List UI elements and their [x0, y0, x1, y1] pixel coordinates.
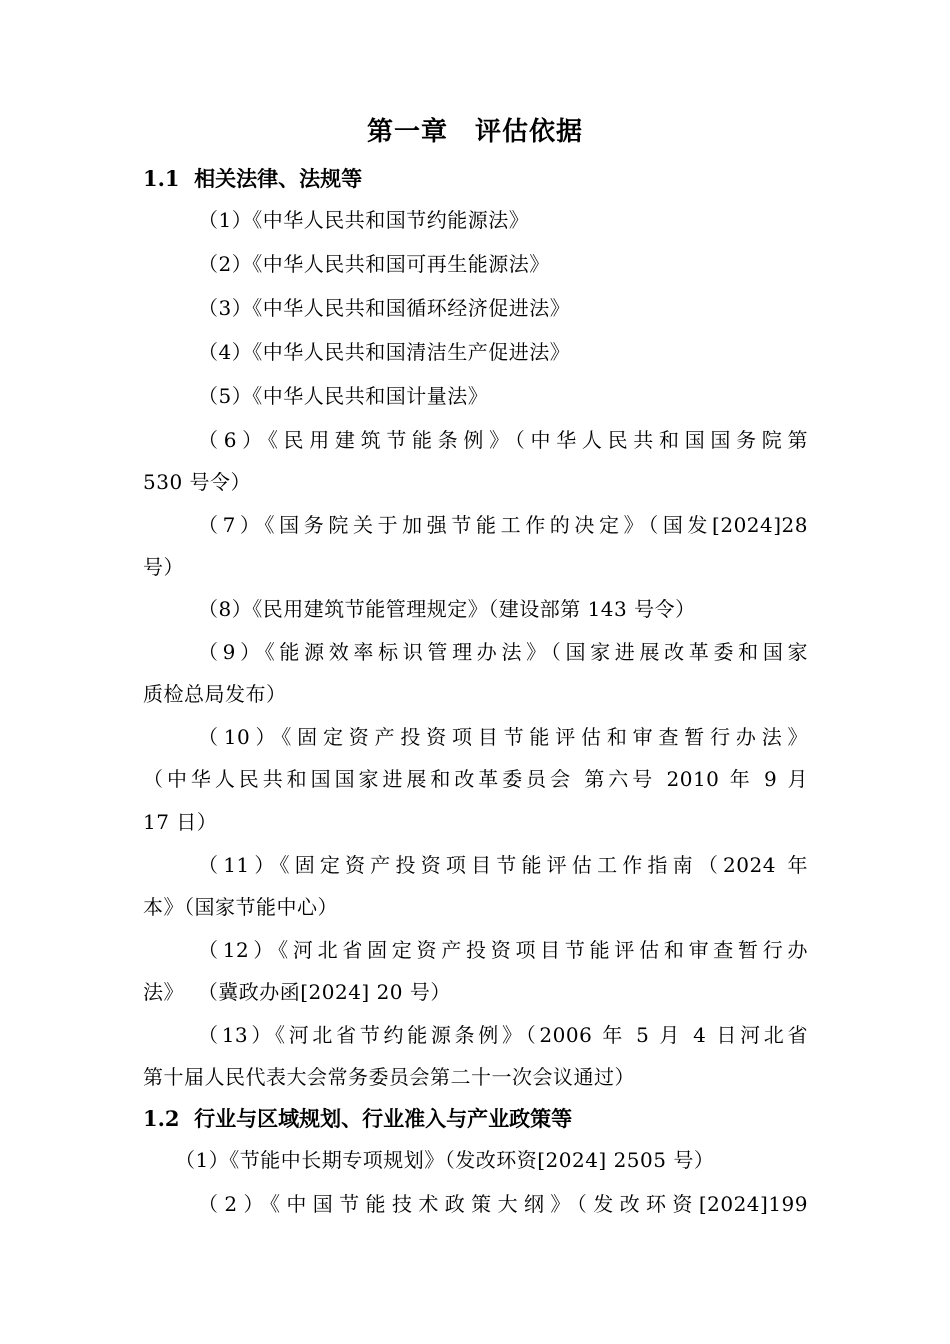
- law-item-13-line-2: 第十届人民代表大会常务委员会第二十一次会议通过）: [143, 1065, 635, 1089]
- law-item-13-line-1: （13）《河北省节约能源条例》（2006 年 5 月 4 日河北省: [198, 1023, 808, 1047]
- law-item-6-line-1: （6）《民用建筑节能条例》（中华人民共和国国务院第: [198, 428, 808, 452]
- policy-item-1: （1）《节能中长期专项规划》（发改环资[2024] 2505 号）: [175, 1148, 715, 1172]
- policy-item-2: （2）《中国节能技术政策大纲》（发改环资[2024]199: [198, 1192, 808, 1216]
- law-item-7-line-1: （7）《国务院关于加强节能工作的决定》（国发[2024]28: [198, 513, 808, 537]
- law-item-3: （3）《中华人民共和国循环经济促进法》: [198, 296, 571, 320]
- law-item-11-line-2: 本》（国家节能中心）: [143, 895, 338, 919]
- law-item-10-line-1: （10）《固定资产投资项目节能评估和审查暂行办法》: [198, 725, 808, 749]
- section-heading-1-2: 1.2 行业与区域规划、行业准入与产业政策等: [143, 1106, 573, 1131]
- law-item-10-line-2: （中华人民共和国国家进展和改革委员会 第六号 2010 年 9 月: [143, 767, 808, 791]
- law-item-5: （5）《中华人民共和国计量法》: [198, 384, 489, 408]
- law-item-9-line-2: 质检总局发布）: [143, 682, 287, 706]
- law-item-6-line-2: 530 号令）: [143, 470, 252, 494]
- law-item-12-line-1: （12）《河北省固定资产投资项目节能评估和审查暂行办: [198, 938, 808, 962]
- law-item-12-line-2: 法》 （冀政办函[2024] 20 号）: [143, 980, 451, 1004]
- law-item-2: （2）《中华人民共和国可再生能源法》: [198, 252, 550, 276]
- chapter-title: 第一章 评估依据: [366, 117, 583, 147]
- law-item-10-line-3: 17 日）: [143, 810, 218, 834]
- section-heading-1-1: 1.1 相关法律、法规等: [143, 166, 363, 191]
- law-item-8: （8）《民用建筑节能管理规定》（建设部第 143 号令）: [198, 597, 696, 621]
- law-item-1: （1）《中华人民共和国节约能源法》: [198, 208, 530, 232]
- law-item-9-line-1: （9）《能源效率标识管理办法》（国家进展改革委和国家: [198, 640, 808, 664]
- law-item-11-line-1: （11）《固定资产投资项目节能评估工作指南（2024 年: [198, 853, 808, 877]
- law-item-7-line-2: 号）: [143, 555, 184, 579]
- law-item-4: （4）《中华人民共和国清洁生产促进法》: [198, 340, 571, 364]
